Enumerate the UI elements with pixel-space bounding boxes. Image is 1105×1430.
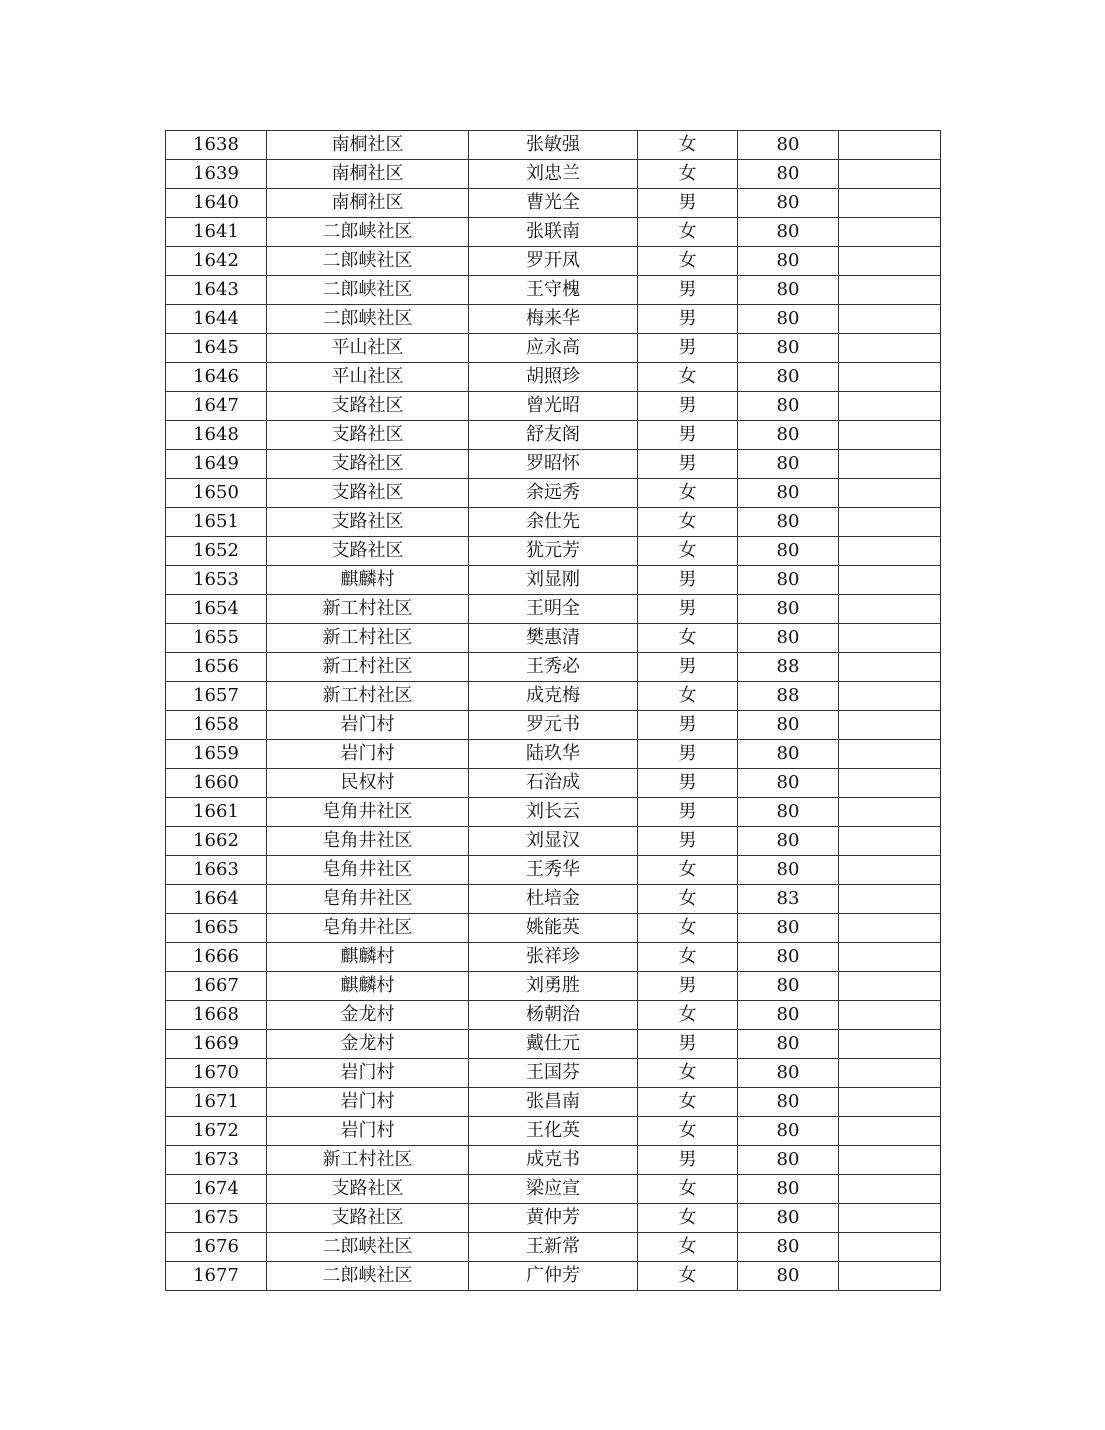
cell-serial-number: 1674: [166, 1175, 267, 1204]
cell-name: 广仲芳: [469, 1262, 638, 1291]
cell-serial-number: 1673: [166, 1146, 267, 1175]
cell-name: 王国芬: [469, 1059, 638, 1088]
cell-community: 二郎峡社区: [267, 276, 469, 305]
cell-serial-number: 1656: [166, 653, 267, 682]
cell-community: 岩门村: [267, 1117, 469, 1146]
table-row: [166, 247, 941, 276]
cell-name: 曹光全: [469, 189, 638, 218]
cell-gender: 女: [638, 1233, 738, 1262]
table-row: [166, 1059, 941, 1088]
cell-serial-number: 1668: [166, 1001, 267, 1030]
table-row: [166, 856, 941, 885]
cell-age: 80: [738, 131, 839, 160]
cell-note: [839, 189, 941, 218]
cell-note: [839, 769, 941, 798]
cell-note: [839, 363, 941, 392]
cell-note: [839, 1262, 941, 1291]
cell-community: 支路社区: [267, 1204, 469, 1233]
cell-name: 余仕先: [469, 508, 638, 537]
cell-note: [839, 160, 941, 189]
cell-name: 刘显刚: [469, 566, 638, 595]
table-row: [166, 1117, 941, 1146]
table-row: [166, 740, 941, 769]
cell-name: 罗昭怀: [469, 450, 638, 479]
cell-gender: 男: [638, 1146, 738, 1175]
cell-gender: 女: [638, 943, 738, 972]
table-row: [166, 421, 941, 450]
cell-age: 88: [738, 682, 839, 711]
cell-gender: 女: [638, 1059, 738, 1088]
cell-gender: 女: [638, 1088, 738, 1117]
cell-community: 岩门村: [267, 1088, 469, 1117]
cell-serial-number: 1672: [166, 1117, 267, 1146]
cell-serial-number: 1652: [166, 537, 267, 566]
cell-name: 杜培金: [469, 885, 638, 914]
cell-gender: 女: [638, 885, 738, 914]
table-row: [166, 1233, 941, 1262]
cell-note: [839, 624, 941, 653]
cell-gender: 女: [638, 624, 738, 653]
cell-age: 80: [738, 1204, 839, 1233]
cell-gender: 男: [638, 334, 738, 363]
table-row: [166, 160, 941, 189]
cell-community: 麒麟村: [267, 943, 469, 972]
cell-gender: 女: [638, 856, 738, 885]
cell-gender: 女: [638, 363, 738, 392]
table-row: [166, 508, 941, 537]
cell-serial-number: 1639: [166, 160, 267, 189]
cell-gender: 男: [638, 827, 738, 856]
cell-name: 刘忠兰: [469, 160, 638, 189]
cell-name: 罗元书: [469, 711, 638, 740]
cell-community: 支路社区: [267, 508, 469, 537]
cell-age: 80: [738, 392, 839, 421]
cell-serial-number: 1645: [166, 334, 267, 363]
cell-note: [839, 972, 941, 1001]
cell-name: 曾光昭: [469, 392, 638, 421]
table-row: [166, 1088, 941, 1117]
cell-gender: 女: [638, 914, 738, 943]
cell-age: 80: [738, 856, 839, 885]
cell-community: 平山社区: [267, 363, 469, 392]
cell-gender: 男: [638, 276, 738, 305]
cell-note: [839, 1233, 941, 1262]
cell-name: 陆玖华: [469, 740, 638, 769]
cell-name: 姚能英: [469, 914, 638, 943]
table-row: [166, 972, 941, 1001]
cell-name: 王秀华: [469, 856, 638, 885]
table-row: [166, 305, 941, 334]
cell-serial-number: 1649: [166, 450, 267, 479]
cell-age: 80: [738, 1262, 839, 1291]
table-row: [166, 827, 941, 856]
cell-note: [839, 508, 941, 537]
cell-community: 二郎峡社区: [267, 1262, 469, 1291]
cell-community: 民权村: [267, 769, 469, 798]
cell-name: 舒友阁: [469, 421, 638, 450]
cell-age: 80: [738, 798, 839, 827]
table-row: [166, 363, 941, 392]
cell-age: 83: [738, 885, 839, 914]
cell-age: 80: [738, 624, 839, 653]
cell-name: 张联南: [469, 218, 638, 247]
table-row: [166, 1001, 941, 1030]
cell-age: 80: [738, 305, 839, 334]
cell-serial-number: 1676: [166, 1233, 267, 1262]
cell-serial-number: 1665: [166, 914, 267, 943]
cell-name: 罗开凤: [469, 247, 638, 276]
cell-note: [839, 334, 941, 363]
cell-community: 金龙村: [267, 1001, 469, 1030]
cell-serial-number: 1641: [166, 218, 267, 247]
table-row: [166, 769, 941, 798]
cell-serial-number: 1638: [166, 131, 267, 160]
cell-note: [839, 943, 941, 972]
table-row: [166, 798, 941, 827]
cell-age: 80: [738, 595, 839, 624]
cell-community: 支路社区: [267, 421, 469, 450]
cell-age: 80: [738, 1233, 839, 1262]
cell-note: [839, 392, 941, 421]
cell-community: 金龙村: [267, 1030, 469, 1059]
cell-name: 杨朝治: [469, 1001, 638, 1030]
cell-serial-number: 1664: [166, 885, 267, 914]
cell-name: 张昌南: [469, 1088, 638, 1117]
cell-community: 支路社区: [267, 392, 469, 421]
cell-age: 80: [738, 827, 839, 856]
cell-gender: 女: [638, 131, 738, 160]
cell-name: 应永高: [469, 334, 638, 363]
table-row: [166, 131, 941, 160]
cell-note: [839, 885, 941, 914]
cell-name: 王守槐: [469, 276, 638, 305]
table-row: [166, 624, 941, 653]
cell-community: 皂角井社区: [267, 914, 469, 943]
cell-note: [839, 1059, 941, 1088]
cell-name: 刘长云: [469, 798, 638, 827]
cell-gender: 男: [638, 711, 738, 740]
table-row: [166, 218, 941, 247]
cell-gender: 女: [638, 1117, 738, 1146]
cell-name: 王新常: [469, 1233, 638, 1262]
table-row: [166, 595, 941, 624]
cell-note: [839, 1204, 941, 1233]
cell-note: [839, 1175, 941, 1204]
cell-age: 80: [738, 972, 839, 1001]
cell-serial-number: 1650: [166, 479, 267, 508]
cell-age: 80: [738, 247, 839, 276]
table-row: [166, 276, 941, 305]
cell-name: 王秀必: [469, 653, 638, 682]
cell-age: 80: [738, 1001, 839, 1030]
cell-note: [839, 276, 941, 305]
table-row: [166, 943, 941, 972]
cell-community: 南桐社区: [267, 131, 469, 160]
cell-age: 80: [738, 1117, 839, 1146]
cell-gender: 男: [638, 566, 738, 595]
cell-name: 刘显汉: [469, 827, 638, 856]
table-row: [166, 885, 941, 914]
cell-community: 南桐社区: [267, 160, 469, 189]
table-row: [166, 1146, 941, 1175]
cell-gender: 男: [638, 653, 738, 682]
cell-note: [839, 595, 941, 624]
cell-age: 80: [738, 189, 839, 218]
cell-serial-number: 1642: [166, 247, 267, 276]
cell-name: 石治成: [469, 769, 638, 798]
table-row: [166, 1262, 941, 1291]
cell-gender: 女: [638, 508, 738, 537]
cell-age: 80: [738, 508, 839, 537]
cell-serial-number: 1670: [166, 1059, 267, 1088]
cell-community: 皂角井社区: [267, 856, 469, 885]
cell-gender: 女: [638, 1204, 738, 1233]
cell-age: 80: [738, 450, 839, 479]
cell-age: 80: [738, 943, 839, 972]
cell-community: 二郎峡社区: [267, 218, 469, 247]
cell-gender: 男: [638, 740, 738, 769]
cell-community: 麒麟村: [267, 972, 469, 1001]
cell-gender: 女: [638, 160, 738, 189]
cell-age: 80: [738, 1030, 839, 1059]
table-row: [166, 1175, 941, 1204]
cell-note: [839, 1146, 941, 1175]
cell-age: 80: [738, 769, 839, 798]
cell-serial-number: 1653: [166, 566, 267, 595]
cell-community: 岩门村: [267, 711, 469, 740]
cell-age: 80: [738, 1059, 839, 1088]
cell-community: 二郎峡社区: [267, 247, 469, 276]
cell-gender: 男: [638, 392, 738, 421]
cell-community: 岩门村: [267, 1059, 469, 1088]
cell-community: 麒麟村: [267, 566, 469, 595]
cell-name: 梁应宣: [469, 1175, 638, 1204]
cell-name: 犹元芳: [469, 537, 638, 566]
cell-note: [839, 1117, 941, 1146]
table-row: [166, 334, 941, 363]
cell-age: 80: [738, 421, 839, 450]
cell-community: 支路社区: [267, 537, 469, 566]
cell-note: [839, 131, 941, 160]
cell-community: 皂角井社区: [267, 798, 469, 827]
cell-note: [839, 1001, 941, 1030]
cell-note: [839, 682, 941, 711]
cell-serial-number: 1648: [166, 421, 267, 450]
cell-name: 余远秀: [469, 479, 638, 508]
cell-age: 80: [738, 1146, 839, 1175]
cell-age: 80: [738, 218, 839, 247]
cell-name: 戴仕元: [469, 1030, 638, 1059]
cell-community: 支路社区: [267, 1175, 469, 1204]
cell-serial-number: 1659: [166, 740, 267, 769]
cell-serial-number: 1643: [166, 276, 267, 305]
cell-age: 88: [738, 653, 839, 682]
cell-age: 80: [738, 740, 839, 769]
cell-gender: 男: [638, 769, 738, 798]
table-row: [166, 914, 941, 943]
cell-note: [839, 566, 941, 595]
table-row: [166, 711, 941, 740]
cell-gender: 男: [638, 189, 738, 218]
cell-age: 80: [738, 1088, 839, 1117]
cell-serial-number: 1671: [166, 1088, 267, 1117]
cell-note: [839, 479, 941, 508]
cell-serial-number: 1657: [166, 682, 267, 711]
cell-age: 80: [738, 160, 839, 189]
cell-serial-number: 1663: [166, 856, 267, 885]
cell-community: 岩门村: [267, 740, 469, 769]
cell-name: 成克梅: [469, 682, 638, 711]
cell-name: 张祥珍: [469, 943, 638, 972]
cell-name: 梅来华: [469, 305, 638, 334]
cell-community: 新工村社区: [267, 624, 469, 653]
table-row: [166, 189, 941, 218]
cell-gender: 女: [638, 1262, 738, 1291]
cell-note: [839, 1088, 941, 1117]
table-row: [166, 392, 941, 421]
cell-community: 新工村社区: [267, 682, 469, 711]
cell-serial-number: 1675: [166, 1204, 267, 1233]
cell-age: 80: [738, 363, 839, 392]
cell-gender: 女: [638, 682, 738, 711]
table-row: [166, 1204, 941, 1233]
cell-note: [839, 711, 941, 740]
cell-community: 支路社区: [267, 450, 469, 479]
cell-serial-number: 1640: [166, 189, 267, 218]
cell-gender: 男: [638, 595, 738, 624]
cell-note: [839, 421, 941, 450]
cell-gender: 男: [638, 798, 738, 827]
cell-gender: 男: [638, 305, 738, 334]
cell-serial-number: 1669: [166, 1030, 267, 1059]
cell-community: 平山社区: [267, 334, 469, 363]
cell-note: [839, 218, 941, 247]
cell-note: [839, 914, 941, 943]
table-row: [166, 653, 941, 682]
cell-gender: 女: [638, 479, 738, 508]
cell-name: 成克书: [469, 1146, 638, 1175]
cell-community: 支路社区: [267, 479, 469, 508]
cell-community: 南桐社区: [267, 189, 469, 218]
cell-note: [839, 1030, 941, 1059]
cell-name: 张敏强: [469, 131, 638, 160]
cell-note: [839, 537, 941, 566]
roster-table: [165, 130, 941, 1291]
cell-community: 皂角井社区: [267, 827, 469, 856]
cell-gender: 男: [638, 1030, 738, 1059]
cell-age: 80: [738, 1175, 839, 1204]
cell-serial-number: 1646: [166, 363, 267, 392]
cell-community: 新工村社区: [267, 595, 469, 624]
cell-serial-number: 1654: [166, 595, 267, 624]
cell-name: 刘勇胜: [469, 972, 638, 1001]
table-row: [166, 479, 941, 508]
cell-gender: 女: [638, 247, 738, 276]
cell-note: [839, 856, 941, 885]
cell-gender: 男: [638, 421, 738, 450]
cell-age: 80: [738, 711, 839, 740]
cell-note: [839, 450, 941, 479]
cell-serial-number: 1666: [166, 943, 267, 972]
cell-community: 二郎峡社区: [267, 305, 469, 334]
cell-note: [839, 798, 941, 827]
table-row: [166, 682, 941, 711]
cell-gender: 女: [638, 537, 738, 566]
roster-table-body: [166, 131, 941, 1291]
cell-gender: 女: [638, 1001, 738, 1030]
cell-community: 新工村社区: [267, 1146, 469, 1175]
cell-note: [839, 305, 941, 334]
cell-gender: 女: [638, 1175, 738, 1204]
cell-serial-number: 1660: [166, 769, 267, 798]
cell-gender: 男: [638, 972, 738, 1001]
cell-note: [839, 740, 941, 769]
cell-serial-number: 1647: [166, 392, 267, 421]
cell-serial-number: 1667: [166, 972, 267, 1001]
cell-community: 皂角井社区: [267, 885, 469, 914]
cell-serial-number: 1644: [166, 305, 267, 334]
cell-age: 80: [738, 276, 839, 305]
cell-age: 80: [738, 566, 839, 595]
cell-name: 胡照珍: [469, 363, 638, 392]
cell-serial-number: 1677: [166, 1262, 267, 1291]
cell-serial-number: 1651: [166, 508, 267, 537]
cell-note: [839, 653, 941, 682]
cell-name: 黄仲芳: [469, 1204, 638, 1233]
cell-age: 80: [738, 914, 839, 943]
table-row: [166, 566, 941, 595]
cell-community: 二郎峡社区: [267, 1233, 469, 1262]
cell-gender: 女: [638, 218, 738, 247]
table-row: [166, 450, 941, 479]
cell-serial-number: 1658: [166, 711, 267, 740]
cell-community: 新工村社区: [267, 653, 469, 682]
cell-serial-number: 1661: [166, 798, 267, 827]
cell-note: [839, 247, 941, 276]
cell-age: 80: [738, 537, 839, 566]
cell-name: 王明全: [469, 595, 638, 624]
cell-age: 80: [738, 334, 839, 363]
cell-note: [839, 827, 941, 856]
cell-name: 樊惠清: [469, 624, 638, 653]
cell-age: 80: [738, 479, 839, 508]
cell-gender: 男: [638, 450, 738, 479]
cell-serial-number: 1662: [166, 827, 267, 856]
table-row: [166, 1030, 941, 1059]
cell-name: 王化英: [469, 1117, 638, 1146]
table-row: [166, 537, 941, 566]
cell-serial-number: 1655: [166, 624, 267, 653]
